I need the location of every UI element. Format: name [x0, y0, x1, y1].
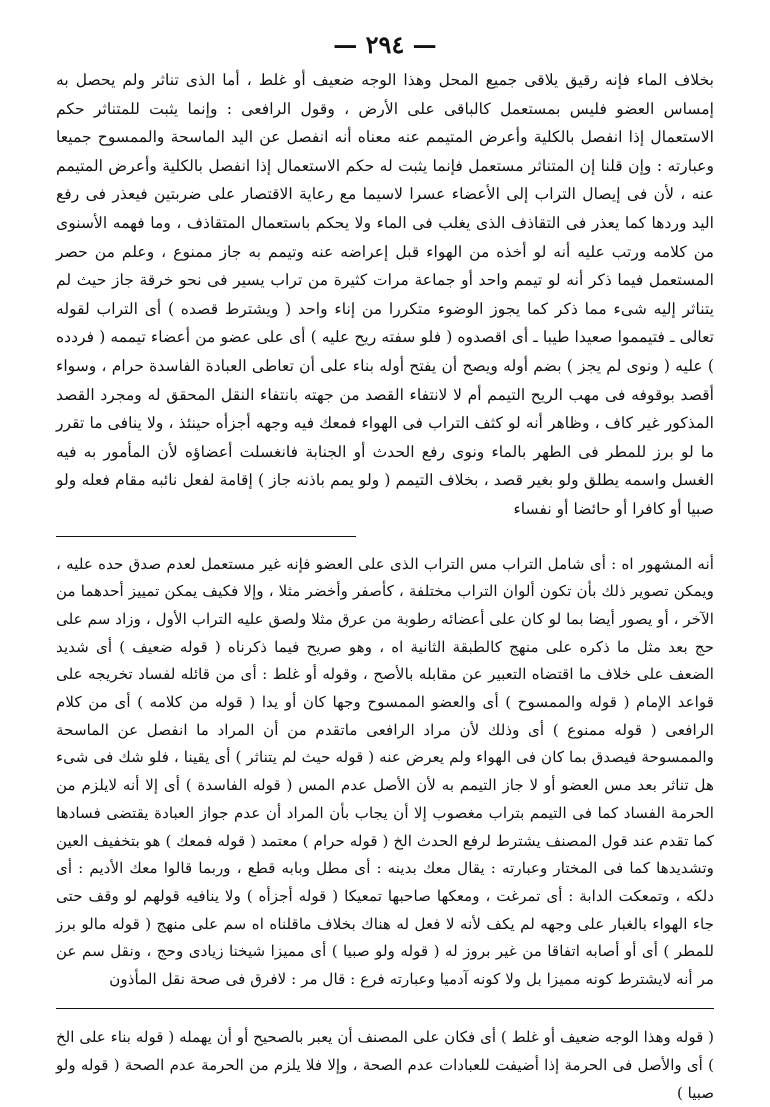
footnote-divider — [56, 1008, 714, 1009]
main-text — [56, 66, 714, 524]
section-divider — [56, 536, 356, 537]
page-number: — ٢٩٤ — — [333, 30, 437, 59]
commentary-paragraph: أنه المشهور اه : أى شامل التراب مس التراب الذى على العضو فإنه غير مستعمل لعدم صدق حده عليه ، ويمكن تصوير ذلك بأن تكون ألوان التراب مختلفة ، كأصفر وأخضر مثلا ، وإلا فكيف يمكن تمييز أحدهما من الآخر ، أو يصور أيضا بما لو كان على أعضائه رطوبة من عرق مثلا ولصق عليه التراب الأول ، وزاد سم على حج بعد مثل ما ذكره على منهج كالطبقة الثانية اه ، وهو صريح فيما ذكرناه ( قوله ضعيف ) أى شديد الضعف على خلاف ما اقتضاه التعبير عن مقابله بالأصح ، وقوله أو غلط : أى من قائله لفساد تخريجه على قواعد الإمام ( قوله والممسوح ) أى والعضو الممسوح وجها كان أو يدا ( قوله من كلامه ) أى من كلام الرافعى ( قوله ممنوع ) أى وذلك لأن مراد الرافعى ماتقدم من أن المراد ما انفصل عن الماسحة والممسوحة فيصدق بما كان فى الهواء ولم يعرض عنه ( قوله حيث لم يتناثر ) أى يقينا ، فلو شك فى شىء هل تناثر بعد مس العضو أو لا جاز التيمم به لأن الأصل عدم المس ( قوله الفاسدة ) أى إلا أنه لايلزم من الحرمة الفساد كما فى التيمم بتراب مغصوب إلا أن يجاب بأن المراد أن عدم جواز العبادة يقتضى فسادها كما تقدم عند قول المصنف يشترط لرفع الحدث الخ ( قوله حرام ) معتمد ( قوله فمعك ) هو بتخفيف العين وتشديدها كما فى المختار وعبارته : يقال معك بدينه : أى مطل وبابه قطع ، وربما قالوا معك الأديم : أى دلكه ، وتمعكت الدابة : أى تمرغت ، ومعكها صاحبها تمعيكا ( قوله أجزأه ) ولا ينافيه قولهم لو وقف حتى جاء الهواء بالغبار على وجهه لم يكف لأنه لا فعل له هناك بخلاف ماقلناه اه سم على منهج ( قوله مالو برز للمطر ) أى أو أصابه اتفاقا من غير بروز له ( قوله ولو صبيا ) أى مميزا شيخنا زيادى وحج ، ونقل سم عن مر أنه لايشترط كونه مميزا بل ولا كونه آدميا وعبارته فرع : قال مر : لافرق فى صحة نقل المأذون — [56, 554, 714, 989]
commentary — [56, 551, 714, 994]
footnote-paragraph: ( قوله وهذا الوجه ضعيف أو غلط ) أى فكان على المصنف أن يعبر بالصحيح أو أن يهمله ( قوله بناء على الخ ) أى والأصل فى الحرمة إذا أضيفت للعبادات عدم الصحة ، وإلا فلا يلزم من الحرمة عدم الصحة ( قوله ولو صبيا ) — [56, 1027, 714, 1102]
footnote — [56, 1023, 714, 1107]
main-paragraph: بخلاف الماء فإنه رقيق يلاقى جميع المحل وهذا الوجه ضعيف أو غلط ، أما الذى تناثر ولم يحصل به إمساس العضو فليس بمستعمل كالباقى على الأرض ، وقول الرافعى : وإنما يثبت للمتناثر حكم الاستعمال إذا انفصل بالكلية وأعرض المتيمم عنه معناه أنه انفصل عن اليد الماسحة والممسوح جميعا وعبارته : وإن قلنا إن المتناثر مستعمل فإنما يثبت له حكم الاستعمال إذا انفصل بالكلية وأعرض المتيمم عنه ، لأن فى إيصال التراب إلى الأعضاء عسرا لاسيما مع رعاية الاقتصار على ضربتين فيعذر فى رفع اليد وردها كما يعذر فى التقاذف الذى يغلب فى الماء ولا يحكم باستعمال المتقاذف ، وما فهمه الأسنوى من كلامه ورتب عليه أنه لو أخذه من الهواء قبل إعراضه عنه وتيمم به جاز ممنوع ، وعلم من حصر المستعمل فيما ذكر أنه لو تيمم واحد أو جماعة مرات كثيرة من تراب يسير فى نحو خرقة جاز حيث لم يتناثر إليه شىء مما ذكر كما يجوز الوضوء متكررا من إناء واحد ( ويشترط قصده ) أى التراب لقوله تعالى ـ فتيمموا صعيدا طيبا ـ أى اقصدوه ( فلو سفته ريح عليه ) أى على عضو من أعضاء تيممه ( فردده ) عليه ( ونوى لم يجز ) بضم أوله ويصح أن يفتح أوله بناء على أن تعاطى العبادة الفاسدة حرام ، وسواء أقصد بوقوفه فى مهب الريح التيمم أم لا لانتفاء القصد من جهته بانتفاء النقل المحقق له ومجرد القصد المذكور غير كاف ، وظاهر أنه لو كثف التراب فى الهواء فمعك فيه وجهه أجزأه حينئذ ، ولا ينافى ما تقرر ما لو برز للمطر فى الطهر بالماء ونوى رفع الحدث أو الجنابة فانغسلت أعضاؤه لأن المأمور به فيه الغسل واسمه يطلق ولو بغير قصد ، بخلاف التيمم ( ولو يمم باذنه جاز ) إقامة لفعل نائبه مقام فعله ولو صبيا أو كافرا أو حائضا أو نفساء — [56, 71, 714, 518]
